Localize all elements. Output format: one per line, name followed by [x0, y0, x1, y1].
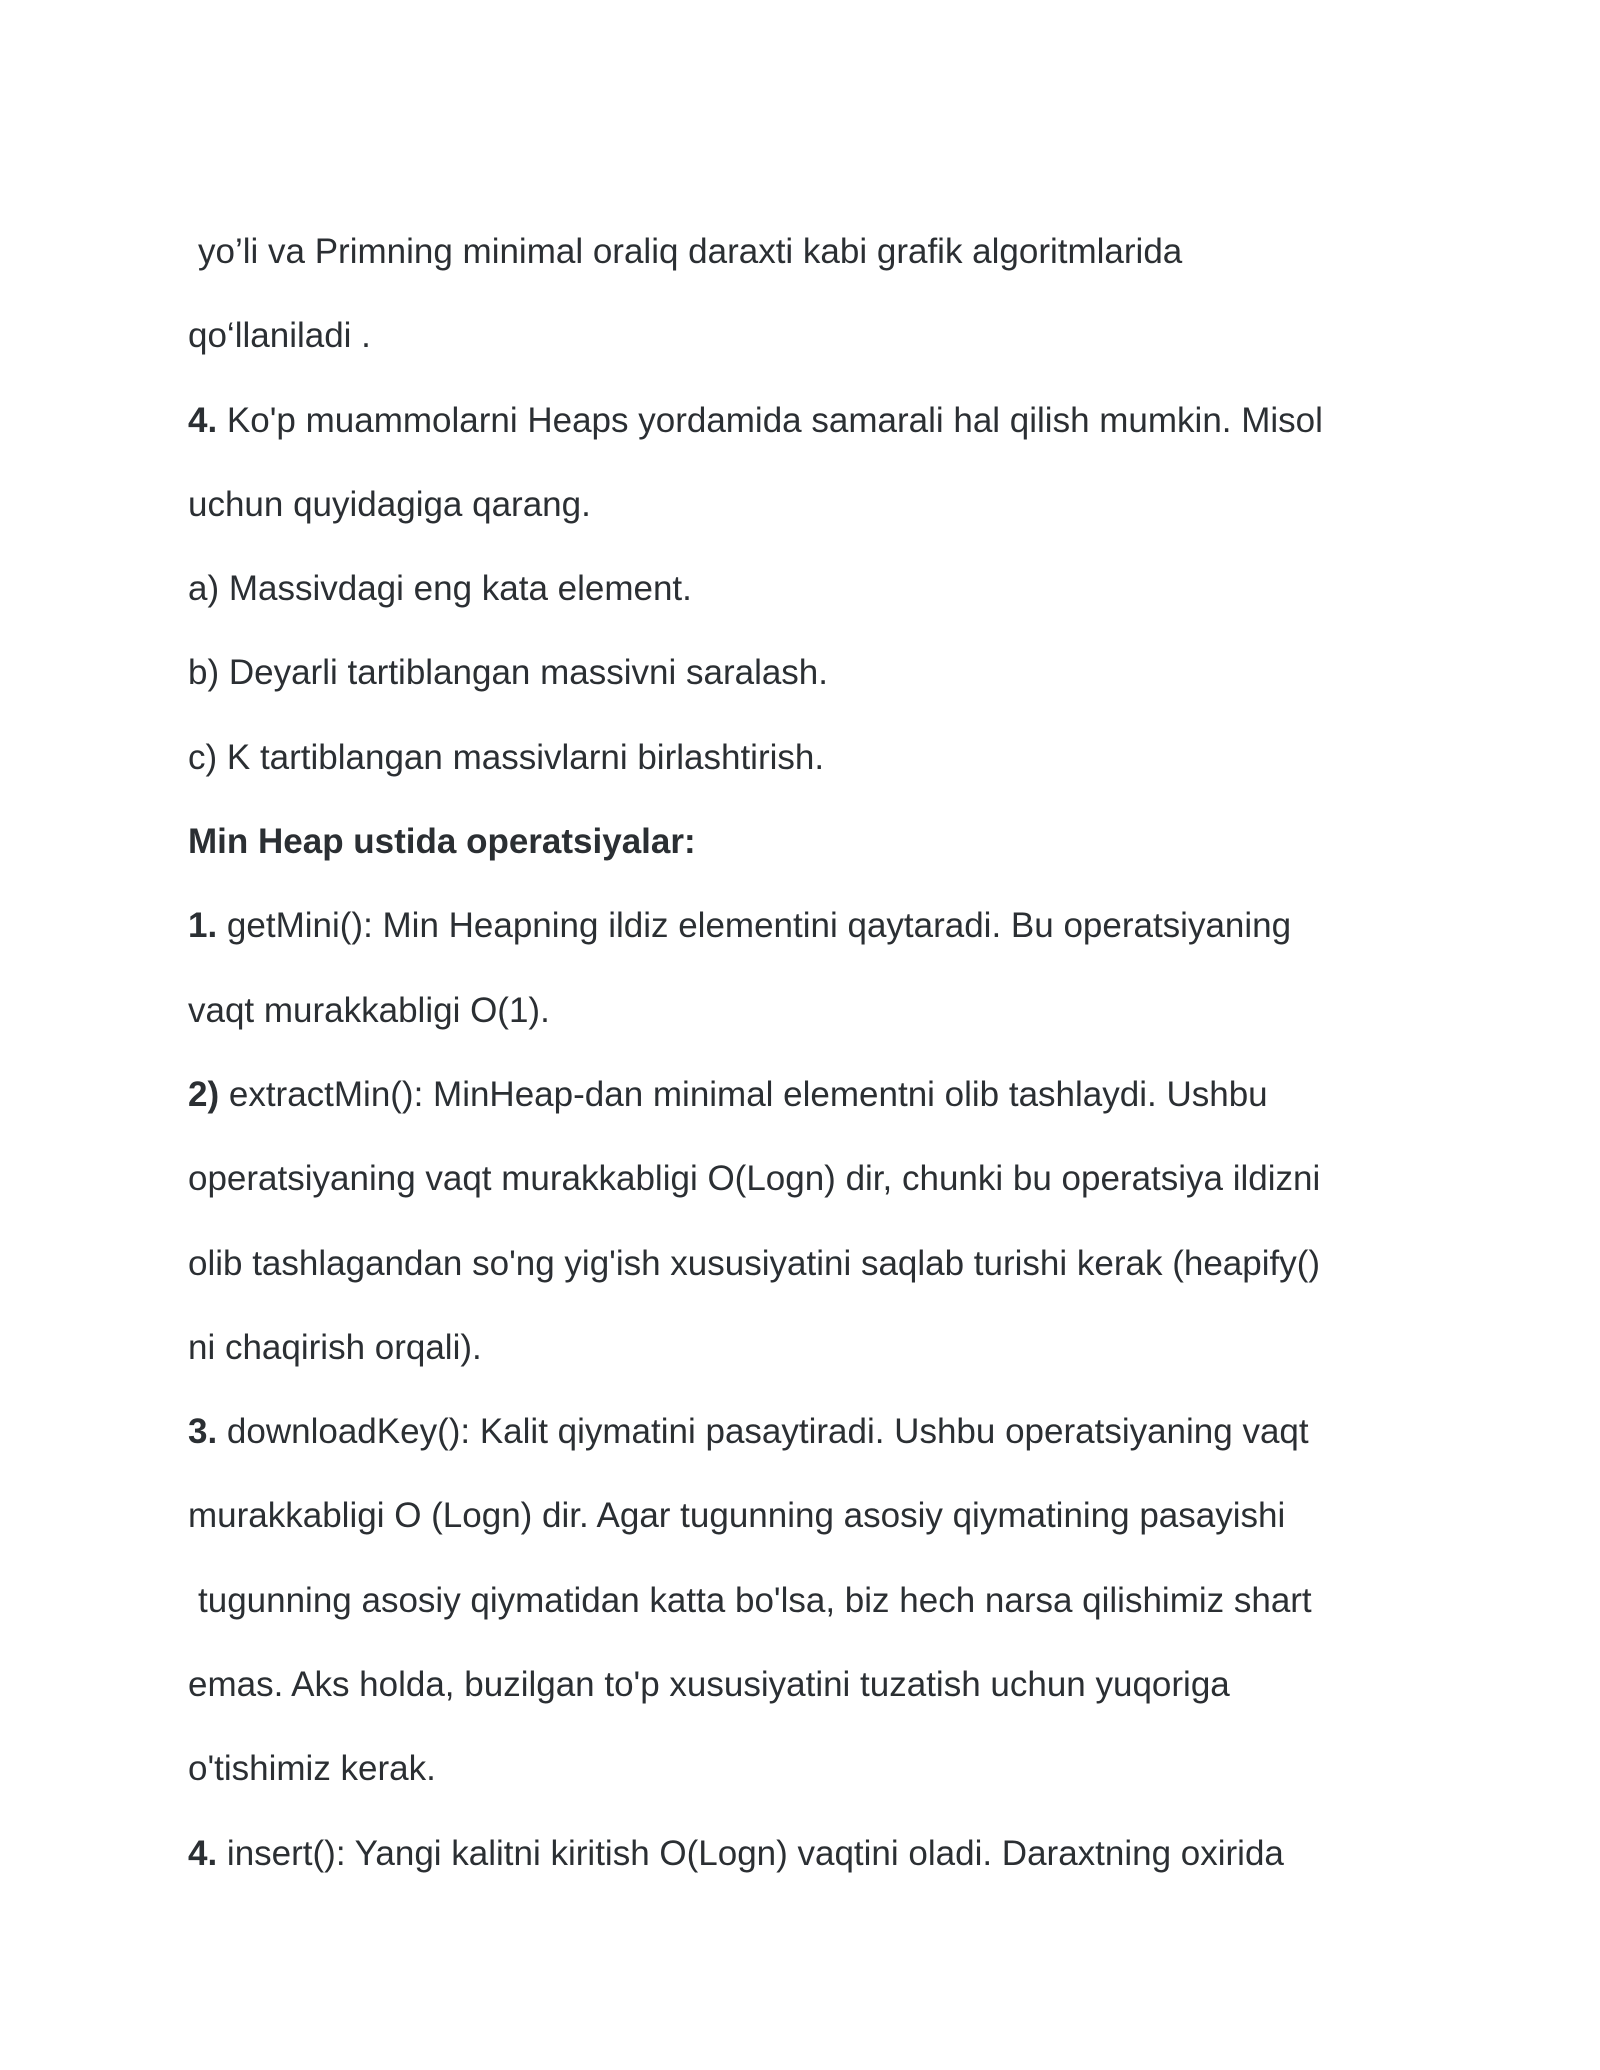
item-number: 3.	[188, 1412, 218, 1452]
text-line	[188, 306, 1428, 390]
text-line	[188, 1486, 1428, 1570]
document-body	[188, 222, 1428, 1908]
text-line	[188, 1739, 1428, 1823]
line-text: downloadKey(): Kalit qiymatini pasaytiradi. Ushbu operatsiyaning vaqt	[217, 1412, 1309, 1452]
text-line	[188, 1149, 1428, 1233]
text-line	[188, 475, 1428, 559]
text-line	[188, 1824, 1428, 1908]
line-text: operatsiyaning vaqt murakkabligi O(Logn) dir, chunki bu operatsiya ildizni	[188, 1159, 1321, 1199]
line-text: murakkabligi O (Logn) dir. Agar tugunning asosiy qiymatining pasayishi	[188, 1496, 1286, 1536]
text-line	[188, 1655, 1428, 1739]
text-line	[188, 559, 1428, 643]
item-number: 4.	[188, 400, 218, 440]
line-text: emas. Aks holda, buzilgan to'p xususiyatini tuzatish uchun yuqoriga	[188, 1665, 1230, 1705]
line-text: tugunning asosiy qiymatidan katta bo'lsa, biz hech narsa qilishimiz shart	[198, 1580, 1312, 1620]
line-text: ni chaqirish orqali).	[188, 1327, 482, 1367]
text-line	[188, 896, 1428, 980]
line-text: olib tashlagandan so'ng yig'ish xususiyatini saqlab turishi kerak (heapify()	[188, 1243, 1321, 1283]
line-text: qo‘llaniladi .	[188, 316, 371, 356]
text-line	[188, 643, 1428, 727]
line-text: extractMin(): MinHeap-dan minimal elementni olib tashlaydi. Ushbu	[219, 1074, 1268, 1114]
text-line	[188, 1065, 1428, 1149]
line-text: c) K tartiblangan massivlarni birlashtirish.	[188, 737, 825, 777]
text-line	[188, 812, 1428, 896]
line-text: yo’li va Primning minimal oraliq daraxti kabi grafik algoritmlarida	[198, 232, 1183, 271]
text-line	[188, 981, 1428, 1065]
line-text: Ko'p muammolarni Heaps yordamida samarali hal qilish mumkin. Misol	[217, 400, 1323, 440]
line-text: a) Massivdagi eng kata element.	[188, 569, 692, 609]
line-text: uchun quyidagiga qarang.	[188, 484, 591, 524]
item-number: 4.	[188, 1833, 218, 1873]
line-text: vaqt murakkabligi O(1).	[188, 990, 550, 1030]
text-line	[188, 1318, 1428, 1402]
text-line	[188, 1234, 1428, 1318]
section-heading: Min Heap ustida operatsiyalar:	[188, 822, 696, 862]
line-text: insert(): Yangi kalitni kiritish O(Logn) vaqtini oladi. Daraxtning oxirida	[217, 1833, 1284, 1873]
item-number: 2)	[188, 1074, 220, 1114]
text-line	[188, 391, 1428, 475]
text-line	[188, 728, 1428, 812]
text-line	[188, 1571, 1428, 1655]
text-line	[188, 222, 1428, 306]
line-text: o'tishimiz kerak.	[188, 1749, 436, 1789]
line-text: b) Deyarli tartiblangan massivni saralash.	[188, 653, 828, 693]
line-text: getMini(): Min Heapning ildiz elementini qaytaradi. Bu operatsiyaning	[217, 906, 1292, 946]
text-line	[188, 1402, 1428, 1486]
item-number: 1.	[188, 906, 218, 946]
